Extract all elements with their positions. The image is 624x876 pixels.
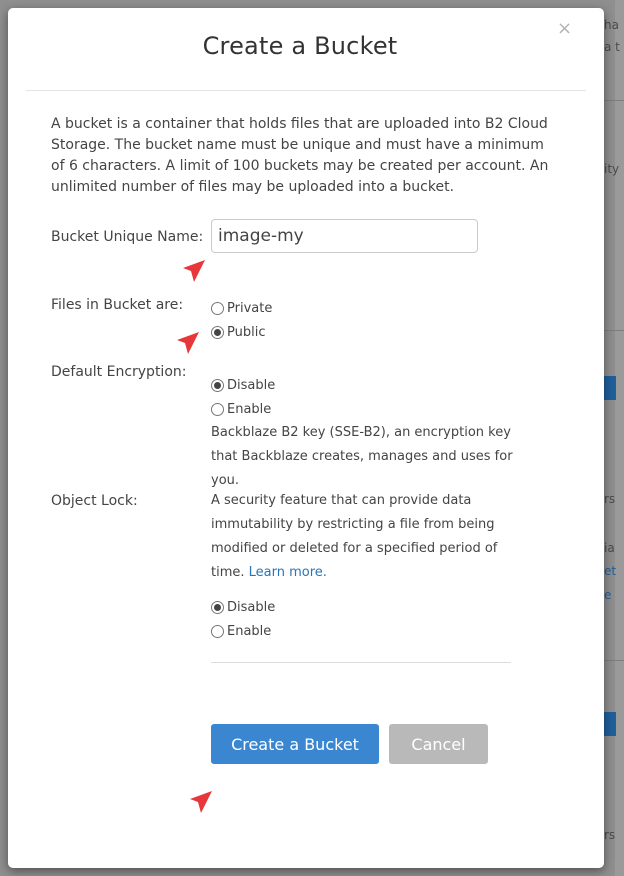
radio-encryption-disable[interactable] <box>211 376 275 394</box>
radio-private-label: Private <box>227 300 273 316</box>
radio-button[interactable] <box>211 625 224 638</box>
radio-encryption-enable[interactable] <box>211 400 271 418</box>
radio-object-lock-enable-label: Enable <box>227 623 272 639</box>
radio-button[interactable] <box>211 403 224 416</box>
create-bucket-modal <box>8 8 604 868</box>
bucket-name-label: Bucket Unique Name: <box>51 229 204 245</box>
background-link: e <box>604 588 612 602</box>
header-divider <box>26 90 586 91</box>
bucket-name-input[interactable] <box>211 219 478 253</box>
background-divider <box>604 330 624 331</box>
background-button <box>604 712 616 736</box>
background-button <box>604 376 616 400</box>
encryption-help-text: Backblaze B2 key (SSE-B2), an encryption key that Backblaze creates, manages and uses for you. <box>211 425 513 488</box>
radio-encryption-enable-label: Enable <box>227 401 272 417</box>
radio-object-lock-enable[interactable] <box>211 622 271 640</box>
background-text: a t <box>604 40 620 54</box>
radio-button-selected[interactable] <box>211 326 224 339</box>
radio-private[interactable] <box>211 299 272 317</box>
annotation-arrow-icon <box>175 330 201 356</box>
default-encryption-label: Default Encryption: <box>51 364 187 380</box>
cancel-button[interactable]: Cancel <box>389 724 488 764</box>
modal-title: Create a Bucket <box>202 32 398 60</box>
radio-public[interactable] <box>211 323 265 341</box>
background-text: ha <box>604 18 619 32</box>
object-lock-help: A security feature that can provide data immutability by restricting a file from being modified or deleted for a specified period of time. <box>211 493 498 580</box>
radio-encryption-disable-label: Disable <box>227 377 276 393</box>
radio-button[interactable] <box>211 302 224 315</box>
background-text: ia <box>604 541 615 555</box>
files-in-bucket-label: Files in Bucket are: <box>51 297 184 313</box>
object-lock-label: Object Lock: <box>51 493 138 509</box>
background-text: rs <box>604 492 616 506</box>
radio-object-lock-disable[interactable] <box>211 598 275 616</box>
radio-public-label: Public <box>227 324 266 340</box>
radio-button-selected[interactable] <box>211 379 224 392</box>
background-text: rs <box>604 828 616 842</box>
close-icon[interactable]: × <box>557 18 573 39</box>
radio-object-lock-disable-label: Disable <box>227 599 276 615</box>
radio-button-selected[interactable] <box>211 601 224 614</box>
background-divider <box>604 100 624 101</box>
section-divider <box>211 662 511 663</box>
annotation-arrow-icon <box>188 789 214 815</box>
annotation-arrow-icon <box>181 258 207 284</box>
intro-text: A bucket is a container that holds files that are uploaded into B2 Cloud Storage. The bucket name must be unique and must have a minimum of 6 characters. A limit of 100 buckets may be created per account. An unlimited number of files may be uploaded into a bucket. <box>51 116 549 195</box>
create-bucket-button[interactable]: Create a Bucket <box>211 724 379 764</box>
background-divider <box>604 660 624 661</box>
background-text: ity <box>604 162 620 176</box>
learn-more-link[interactable]: Learn more. <box>248 565 327 580</box>
background-link: et <box>604 564 617 578</box>
object-lock-help-text <box>211 489 521 585</box>
